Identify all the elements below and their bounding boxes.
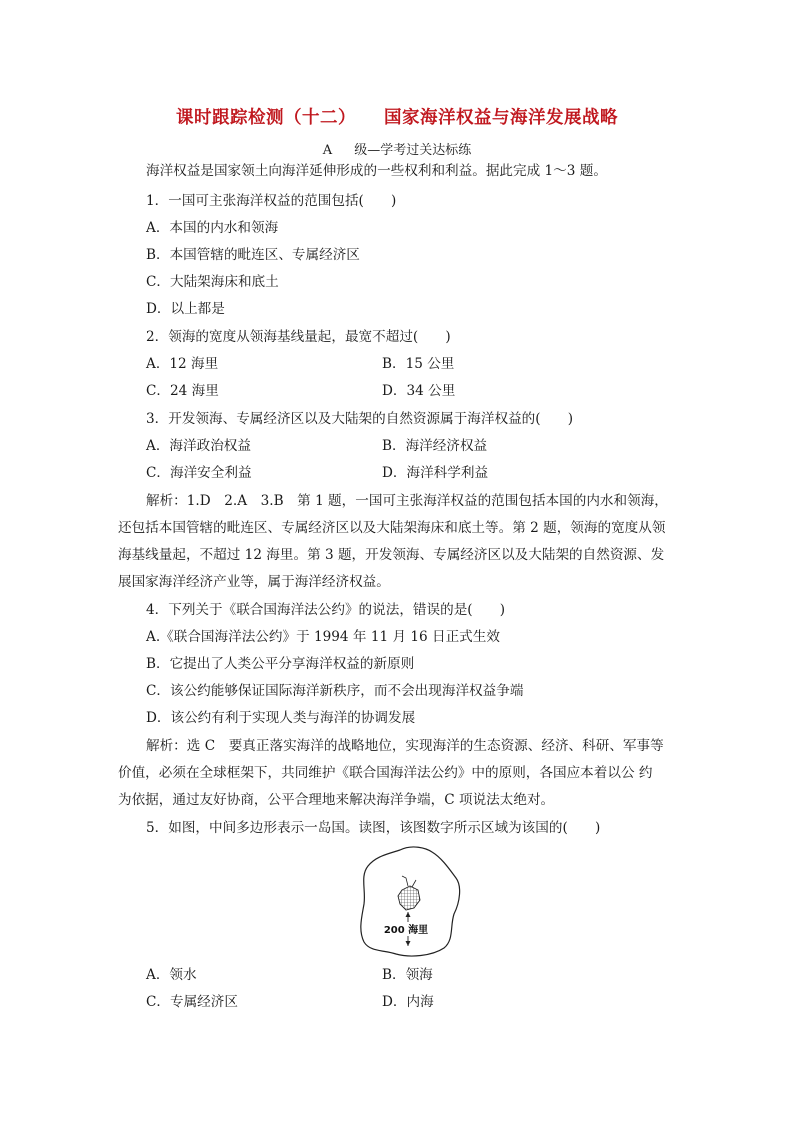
question-4-option-a: A.《联合国海洋法公约》于 1994 年 11 月 16 日正式生效 [146, 629, 500, 645]
question-5-option-b: B．领海 [382, 967, 433, 983]
question-3-option-a: A．海洋政治权益 [146, 438, 251, 454]
question-1-option-c: C．大陆架海床和底土 [146, 274, 279, 290]
analysis-2-line-1: 解析：选 C 要真正落实海洋的战略地位，实现海洋的生态资源、经济、科研、军事等 [146, 738, 664, 754]
analysis-1-line-2: 还包括本国管辖的毗连区、专属经济区以及大陆架海床和底土等。第 2 题，领海的宽度从领 [118, 520, 666, 536]
island-map-svg [356, 842, 466, 960]
question-5-option-a: A．领水 [146, 967, 197, 983]
question-4-option-d: D．该公约有利于实现人类与海洋的协调发展 [146, 710, 416, 726]
island-polygon [398, 886, 420, 910]
analysis-2-line-2: 价值，必须在全球框架下，共同维护《联合国海洋法公约》中的原则，各国应本着以公 约 [118, 765, 653, 781]
question-2-option-b: B．15 公里 [382, 356, 455, 372]
question-2-option-a: A．12 海里 [146, 356, 219, 372]
question-5-option-d: D．内海 [382, 994, 434, 1010]
question-3-option-c: C．海洋安全利益 [146, 465, 252, 481]
analysis-1-line-4: 展国家海洋经济产业等，属于海洋经济权益。 [118, 574, 390, 590]
distance-arrow-head-up [406, 912, 411, 917]
distance-label: 200 海里 [383, 925, 429, 936]
question-4-stem: 4．下列关于《联合国海洋法公约》的说法，错误的是( ) [146, 602, 506, 618]
question-5-option-c: C．专属经济区 [146, 994, 238, 1010]
question-1-option-b: B．本国管辖的毗连区、专属经济区 [146, 247, 360, 263]
analysis-1-line-1: 解析：1.D 2.A 3.B 第 1 题，一国可主张海洋权益的范围包括本国的内水和领海， [146, 493, 668, 509]
level-letter: A [322, 143, 333, 158]
question-3-option-d: D．海洋科学利益 [382, 465, 489, 481]
page-title [0, 104, 794, 129]
question-5-stem: 5．如图，中间多边形表示一岛国。读图，该图数字所示区域为该国的( ) [146, 820, 601, 836]
analysis-2-line-3: 为依据，通过友好协商，公平合理地来解决海洋争端，C 项说法太绝对。 [118, 792, 555, 808]
intro-text: 海洋权益是国家领土向海洋延伸形成的一些权利和利益。据此完成 1～3 题。 [146, 163, 607, 179]
title-right: 国家海洋权益与海洋发展战略 [384, 108, 618, 128]
question-3-option-b: B．海洋经济权益 [382, 438, 488, 454]
question-4-option-c: C．该公约能够保证国际海洋新秩序，而不会出现海洋权益争端 [146, 683, 524, 699]
title-left: 课时跟踪检测（十二） [176, 108, 356, 128]
island-map-diagram [356, 842, 466, 960]
section-level-heading [0, 139, 794, 158]
distance-arrow-head-down [406, 941, 411, 946]
question-1-option-d: D．以上都是 [146, 301, 225, 317]
question-1-stem: 1．一国可主张海洋权益的范围包括( ) [146, 193, 397, 209]
question-1-option-a: A．本国的内水和领海 [146, 220, 279, 236]
level-text: 级—学考过关达标练 [354, 143, 472, 158]
question-4-option-b: B．它提出了人类公平分享海洋权益的新原则 [146, 656, 415, 672]
question-3-stem: 3．开发领海、专属经济区以及大陆架的自然资源属于海洋权益的( ) [146, 411, 574, 427]
question-2-stem: 2．领海的宽度从领海基线量起，最宽不超过( ) [146, 329, 451, 345]
question-2-option-c: C．24 海里 [146, 383, 219, 399]
question-2-option-d: D．34 公里 [382, 383, 456, 399]
island-marker-lines [402, 876, 416, 887]
analysis-1-line-3: 海基线量起，不超过 12 海里。第 3 题，开发领海、专属经济区以及大陆架的自然资源、发 [118, 547, 665, 563]
